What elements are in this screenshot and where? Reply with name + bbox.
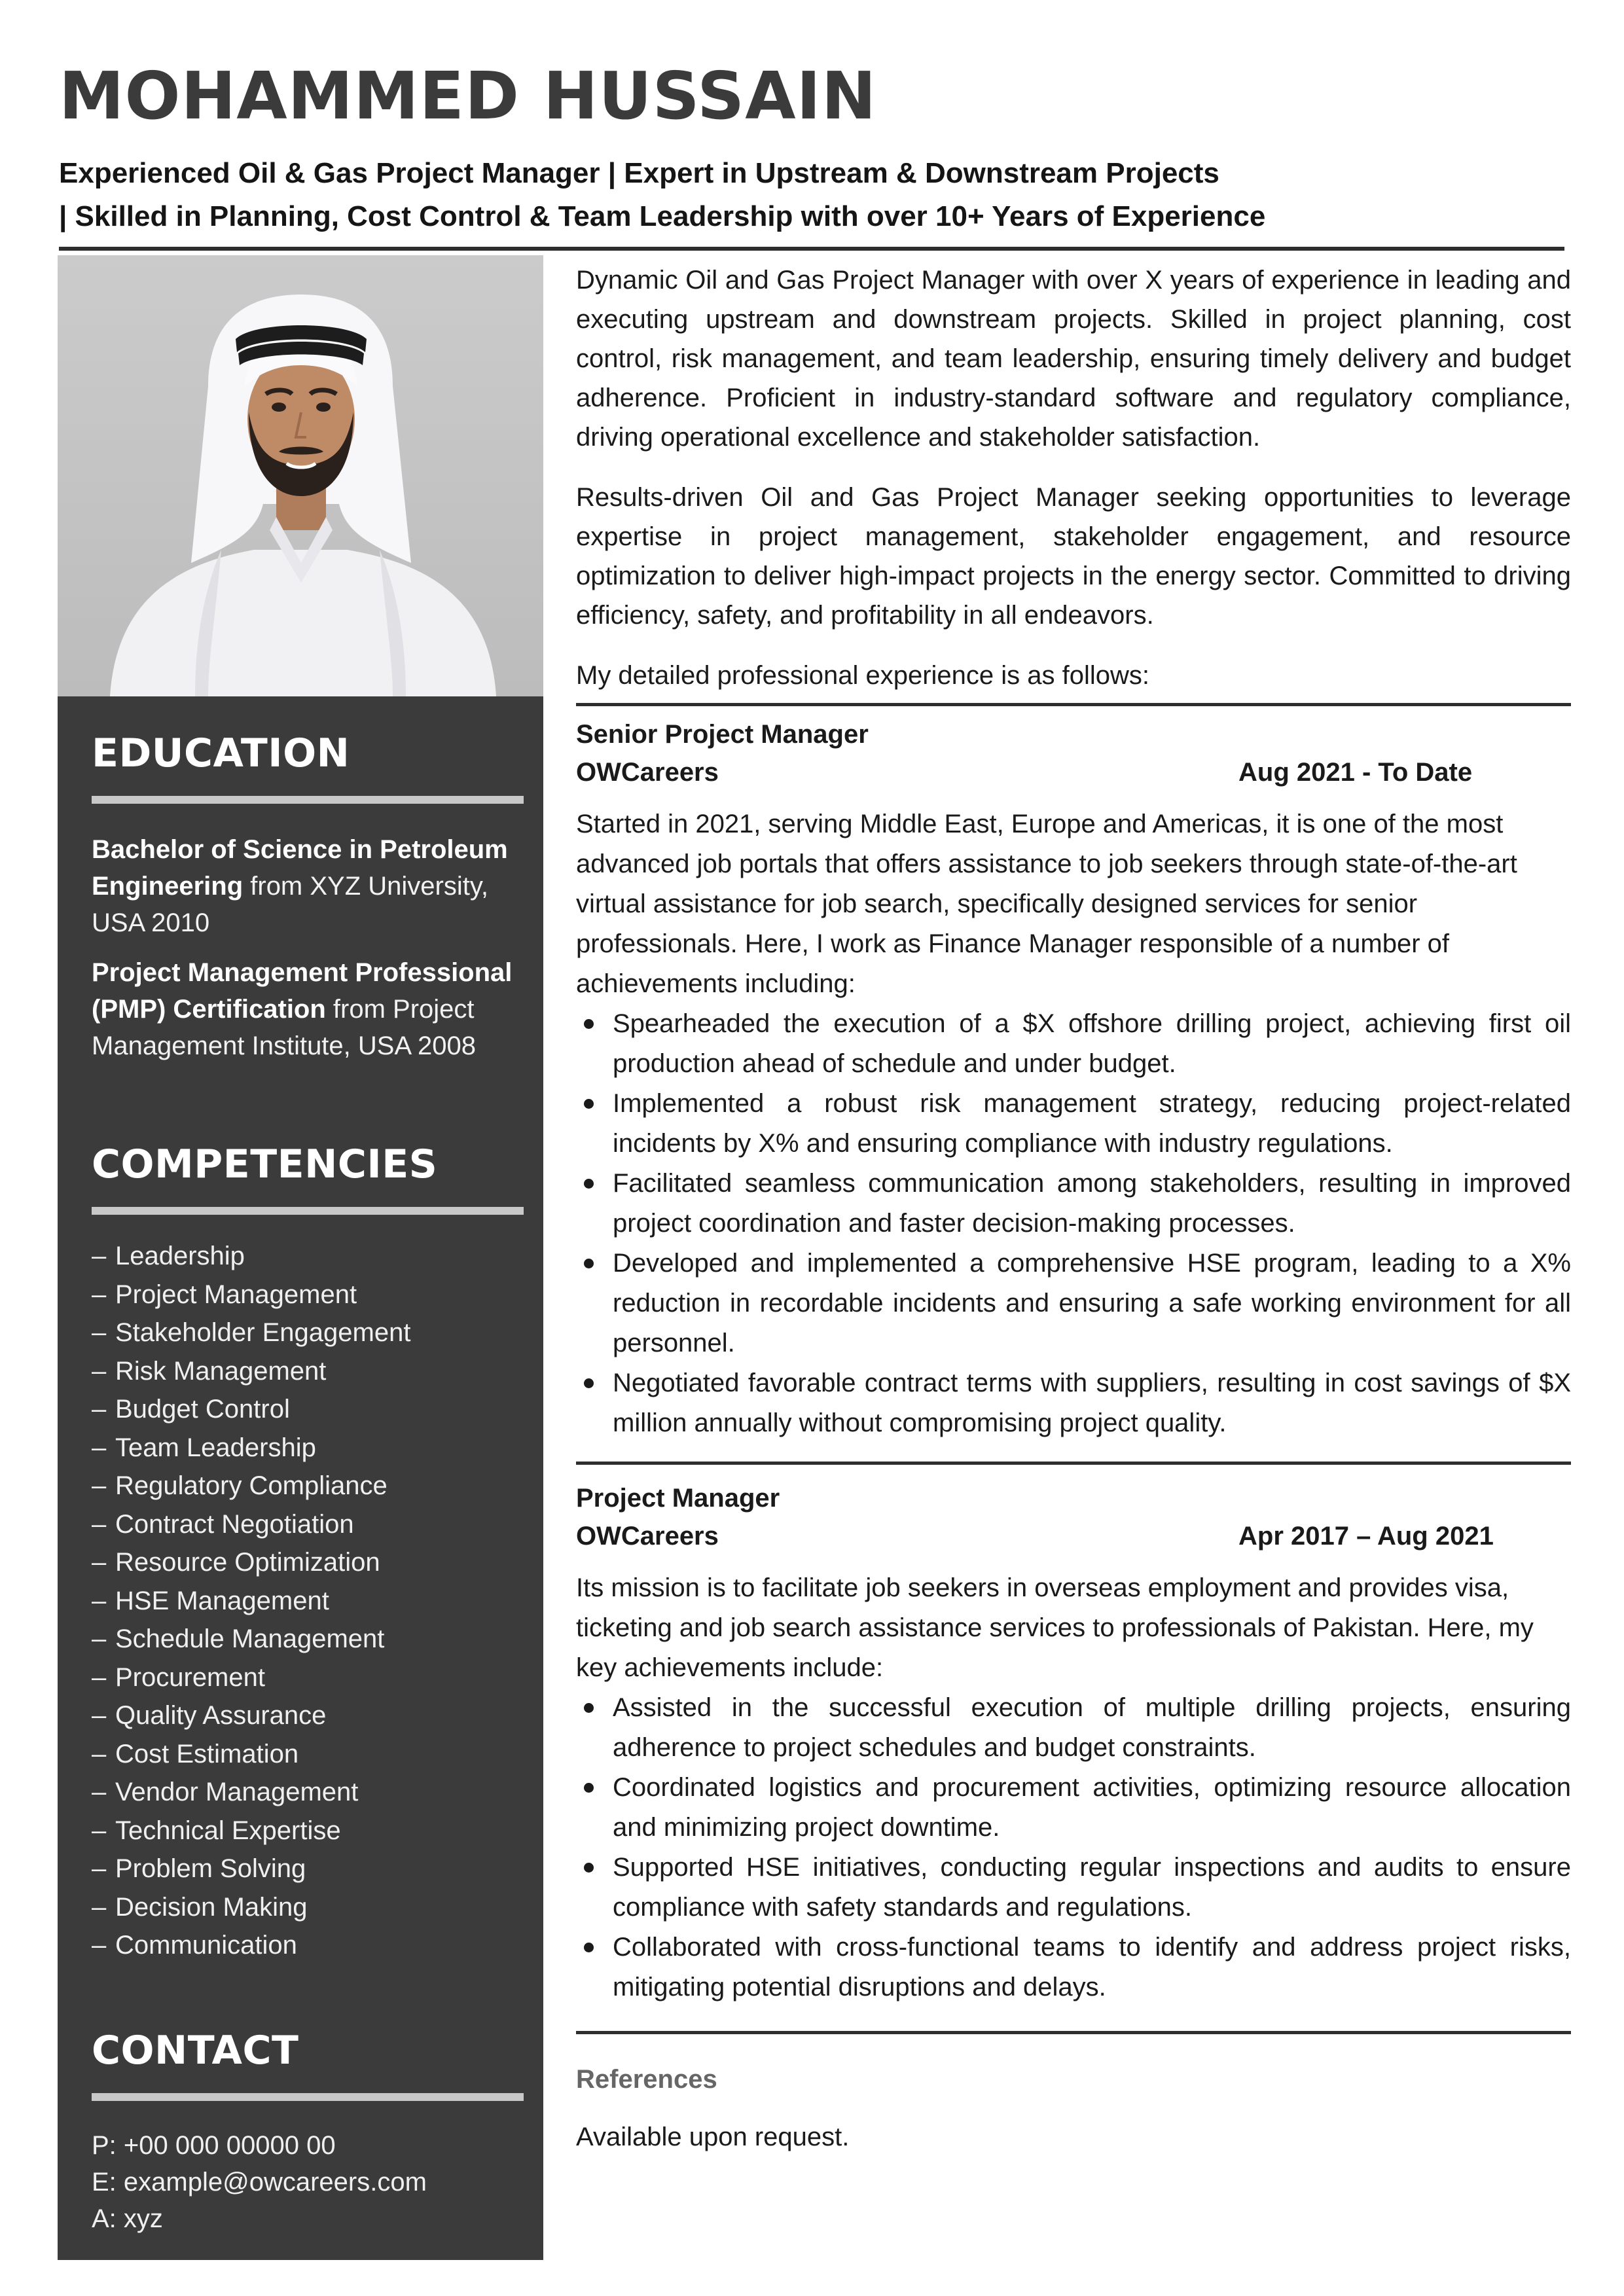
sidebar-content bbox=[92, 696, 524, 2237]
competency-item: – Schedule Management bbox=[92, 1624, 385, 1653]
references-text: Available upon request. bbox=[576, 2123, 850, 2151]
competency-item: – Resource Optimization bbox=[92, 1548, 380, 1577]
achievement-item: Collaborated with cross-functional teams to identify and address project risks, mitigating potential disruptions and delays. bbox=[576, 1928, 1571, 2007]
achievement-item: Coordinated logistics and procurement activities, optimizing resource allocation and minimizing project downtime. bbox=[576, 1768, 1571, 1848]
education-section bbox=[92, 696, 524, 1064]
profile-photo bbox=[58, 255, 543, 696]
bullet-icon bbox=[584, 1179, 594, 1189]
bullet-icon bbox=[584, 1259, 594, 1268]
competency-item: – Technical Expertise bbox=[92, 1816, 341, 1845]
summary-paragraph: Dynamic Oil and Gas Project Manager with over X years of experience in leading and executing upstream and downstream projects. Skilled in project planning, cost control, risk management, and team leadership, ensuring timely delivery and budget adherence. Proficient in industry-standard software and regulatory compliance, driving operational excellence and stakeholder satisfaction. bbox=[576, 266, 1571, 452]
competency-item: – Contract Negotiation bbox=[92, 1509, 354, 1539]
education-heading: EDUCATION bbox=[92, 730, 350, 776]
achievement-item: Facilitated seamless communication among stakeholders, resulting in improved project coordination and faster decision-making processes. bbox=[576, 1164, 1571, 1244]
competencies-list bbox=[92, 1237, 524, 1965]
competency-item: – Regulatory Compliance bbox=[92, 1471, 388, 1500]
education-detail: from XYZ University, USA 2010 bbox=[92, 872, 489, 937]
competency-item: – Leadership bbox=[92, 1242, 245, 1270]
candidate-name: MOHAMMED HUSSAIN bbox=[59, 58, 877, 134]
job-company-row bbox=[576, 1517, 1571, 1555]
competency-item: – Problem Solving bbox=[92, 1854, 306, 1883]
competency-item: – Quality Assurance bbox=[92, 1701, 327, 1730]
achievement-item: Developed and implemented a comprehensive HSE program, leading to a X% reduction in recordable incidents and ensuring a safe working environment for all personnel. bbox=[576, 1244, 1571, 1363]
references-heading: References bbox=[576, 2065, 717, 2094]
bullet-icon bbox=[584, 1378, 594, 1388]
contact-address: A: xyz bbox=[92, 2204, 163, 2233]
experience-intro: My detailed professional experience is as follows: bbox=[576, 661, 1149, 690]
competency-item: – Team Leadership bbox=[92, 1433, 316, 1462]
achievement-list bbox=[576, 1688, 1571, 2007]
bullet-icon bbox=[584, 1943, 594, 1952]
job-description: Its mission is to facilitate job seekers in overseas employment and provides visa, ticketing and job search assistance services to professionals of Pakistan. Here, my key achievements include: bbox=[576, 1573, 1534, 1682]
competencies-section bbox=[92, 1064, 524, 1965]
job-dates: Aug 2021 - To Date bbox=[1238, 758, 1473, 787]
competencies-divider bbox=[92, 1207, 524, 1215]
competency-item: – Budget Control bbox=[92, 1395, 290, 1424]
bullet-icon bbox=[584, 1783, 594, 1793]
section-divider bbox=[576, 2031, 1571, 2034]
contact-email[interactable]: E: example@owcareers.com bbox=[92, 2167, 427, 2197]
competency-item: – Vendor Management bbox=[92, 1778, 359, 1806]
job-entry bbox=[576, 1479, 1571, 2007]
sidebar bbox=[58, 255, 543, 2260]
competencies-heading: COMPETENCIES bbox=[92, 1141, 438, 1187]
achievement-item: Spearheaded the execution of a $X offshore drilling project, achieving first oil production ahead of schedule and under budget. bbox=[576, 1004, 1571, 1084]
competency-item: – Risk Management bbox=[92, 1356, 327, 1386]
job-title: Senior Project Manager bbox=[576, 720, 869, 749]
competency-item: – HSE Management bbox=[92, 1586, 329, 1615]
education-degree: Project Management Professional (PMP) Certification bbox=[92, 958, 513, 1024]
job-entry bbox=[576, 715, 1571, 1443]
achievement-item: Implemented a robust risk management strategy, reducing project-related incidents by X% and ensuring compliance with industry regulations. bbox=[576, 1084, 1571, 1164]
competency-item: – Procurement bbox=[92, 1662, 265, 1692]
bullet-icon bbox=[584, 1099, 594, 1109]
section-divider bbox=[576, 1462, 1571, 1465]
headline bbox=[59, 152, 1564, 238]
bullet-icon bbox=[584, 1019, 594, 1029]
contact-heading: CONTACT bbox=[92, 2027, 299, 2073]
avatar-illustration bbox=[58, 255, 543, 696]
section-divider bbox=[576, 703, 1571, 706]
headline-line: Experienced Oil & Gas Project Manager | Expert in Upstream & Downstream Projects bbox=[59, 157, 1219, 189]
competency-item: – Decision Making bbox=[92, 1892, 308, 1922]
achievement-item: Supported HSE initiatives, conducting regular inspections and audits to ensure compliance with safety standards and regulations. bbox=[576, 1848, 1571, 1928]
bullet-icon bbox=[584, 1703, 594, 1713]
achievement-list bbox=[576, 1004, 1571, 1443]
achievement-item: Negotiated favorable contract terms with suppliers, resulting in cost savings of $X million annually without compromising project quality. bbox=[576, 1363, 1571, 1443]
header-divider bbox=[59, 247, 1564, 251]
job-description: Started in 2021, serving Middle East, Europe and Americas, it is one of the most advanced job portals that offers assistance to job seekers through state-of-the-art virtual assistance for job search, specifically designed services for senior professionals. Here, I work as Finance Manager responsible of a number of achievements including: bbox=[576, 810, 1517, 998]
education-detail: from Project Management Institute, USA 2008 bbox=[92, 995, 477, 1060]
references-section bbox=[576, 2060, 1571, 2156]
competency-item: – Stakeholder Engagement bbox=[92, 1318, 411, 1347]
job-company-row bbox=[576, 753, 1571, 791]
education-degree: Bachelor of Science in Petroleum Engineering bbox=[92, 835, 508, 901]
job-company: OWCareers bbox=[576, 1522, 719, 1551]
job-title: Project Manager bbox=[576, 1484, 780, 1513]
job-dates: Apr 2017 – Aug 2021 bbox=[1238, 1522, 1494, 1551]
education-item bbox=[92, 954, 524, 1064]
main-content bbox=[576, 260, 1571, 2156]
job-company: OWCareers bbox=[576, 758, 719, 787]
education-divider bbox=[92, 796, 524, 804]
contact-phone[interactable]: P: +00 000 00000 00 bbox=[92, 2130, 336, 2160]
headline-line: | Skilled in Planning, Cost Control & Team Leadership with over 10+ Years of Experience bbox=[59, 200, 1266, 232]
contact-section bbox=[92, 1965, 524, 2237]
objective-paragraph: Results-driven Oil and Gas Project Manager seeking opportunities to leverage expertise in project management, stakeholder engagement, and resource optimization to deliver high-impact projects in the energy sector. Committed to driving efficiency, safety, and profitability in all endeavors. bbox=[576, 483, 1571, 630]
competency-item: – Project Management bbox=[92, 1280, 357, 1309]
competency-item: – Communication bbox=[92, 1931, 297, 1960]
competency-item: – Cost Estimation bbox=[92, 1739, 299, 1768]
achievement-item: Assisted in the successful execution of multiple drilling projects, ensuring adherence to project schedules and budget constraints. bbox=[576, 1688, 1571, 1768]
bullet-icon bbox=[584, 1863, 594, 1873]
contact-divider bbox=[92, 2093, 524, 2101]
education-item bbox=[92, 831, 524, 941]
